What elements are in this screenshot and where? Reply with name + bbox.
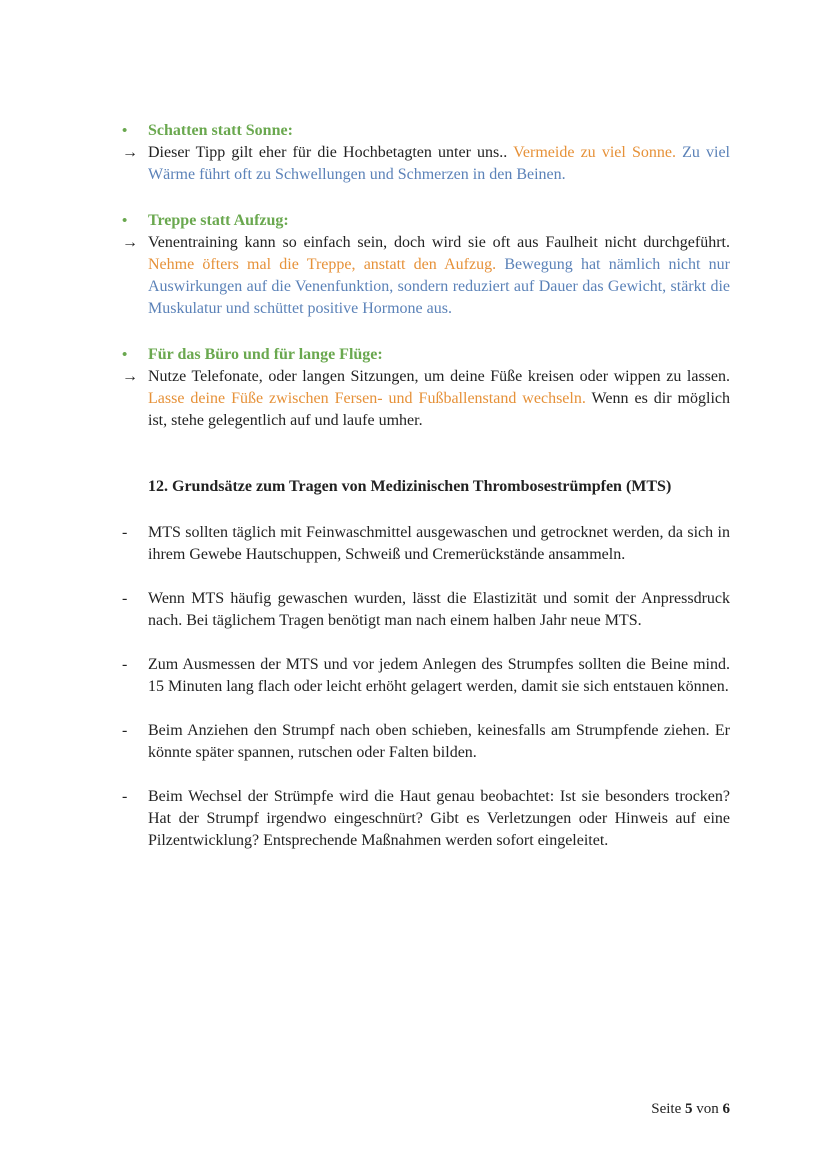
tip-text-explanation: Bewegung hat nämlich nicht nur Auswirkungen auf die Venenfunktion, sondern reduziert auf Dauer das Gewicht, stärkt die Muskulatur und schüttet positive Hormone aus.: [148, 256, 731, 317]
arrow-icon: →: [122, 144, 138, 161]
list-item: [122, 720, 730, 764]
tip-heading: Schatten statt Sonne:: [148, 122, 293, 139]
bullet-icon: •: [122, 347, 128, 363]
section-heading: [148, 476, 730, 498]
list-item-text: Beim Wechsel der Strümpfe wird die Haut genau beobachtet: Ist sie besonders trocken? Hat der Strumpf irgendwo eingeschnürt? Gibt es Verletzungen oder Hinweis auf eine Pilzentwicklung? Entsprechende Maßnahmen werden sofort eingeleitet.: [148, 788, 730, 849]
tip-text-normal: Venentraining kann so einfach sein, doch wird sie oft aus Faulheit nicht durchgeführt.: [148, 234, 730, 251]
tip-section-shade: [122, 120, 730, 186]
tip-paragraph: [122, 142, 730, 186]
arrow-icon: →: [122, 234, 138, 251]
tip-heading-row: [122, 210, 730, 232]
dash-icon: -: [122, 722, 128, 739]
page-number-prefix: Seite: [651, 1101, 682, 1117]
list-item: [122, 786, 730, 852]
tip-heading-row: [122, 344, 730, 366]
dash-icon: -: [122, 656, 128, 673]
tip-text: [148, 366, 730, 432]
tip-text-explanation: Zu viel Wärme führt oft zu Schwellungen und Schmerzen in den Beinen.: [148, 144, 730, 183]
section-title: Grundsätze zum Tragen von Medizinischen Thrombosestrümpfen (MTS): [172, 478, 672, 495]
bullet-icon: •: [122, 123, 128, 139]
page-number-mid: von: [696, 1101, 719, 1117]
tip-heading: Für das Büro und für lange Flüge:: [148, 346, 383, 363]
list-item: [122, 654, 730, 698]
list-item-text: Zum Ausmessen der MTS und vor jedem Anlegen des Strumpfes sollten die Beine mind. 15 Minuten lang flach oder leicht erhöht gelagert werden, damit sie sich entstauen können.: [148, 656, 730, 695]
list-item: [122, 522, 730, 566]
tip-text: [148, 142, 730, 186]
tip-text-normal: Dieser Tipp gilt eher für die Hochbetagten unter uns..: [148, 144, 514, 161]
arrow-icon: →: [122, 368, 138, 385]
tip-paragraph: [122, 232, 730, 320]
page-number: [651, 1101, 730, 1118]
tip-section-stairs: [122, 210, 730, 320]
tip-paragraph: [122, 366, 730, 432]
dash-icon: -: [122, 788, 128, 805]
tip-text-normal: Nutze Telefonate, oder langen Sitzungen, um deine Füße kreisen oder wippen zu lassen.: [148, 368, 730, 385]
dash-icon: -: [122, 590, 128, 607]
tip-text-highlight: Nehme öfters mal die Treppe, anstatt den Aufzug.: [148, 256, 505, 273]
bullet-icon: •: [122, 213, 128, 229]
tip-heading: Treppe statt Aufzug:: [148, 212, 289, 229]
tip-text-highlight: Lasse deine Füße zwischen Fersen- und Fußballenstand wechseln.: [148, 390, 592, 407]
dash-icon: -: [122, 524, 128, 541]
list-item-text: Beim Anziehen den Strumpf nach oben schieben, keinesfalls am Strumpfende ziehen. Er könnte später spannen, rutschen oder Falten bilden.: [148, 722, 730, 761]
section-number: 12.: [148, 478, 168, 495]
tip-text-normal: Wenn es dir möglich ist, stehe gelegentlich auf und laufe umher.: [148, 390, 730, 429]
tip-heading-row: [122, 120, 730, 142]
page-content: [122, 120, 730, 874]
list-item-text: MTS sollten täglich mit Feinwaschmittel ausgewaschen und getrocknet werden, da sich in ihrem Gewebe Hautschuppen, Schweiß und Cremerückstände ansammeln.: [148, 524, 730, 563]
list-item-text: Wenn MTS häufig gewaschen wurden, lässt die Elastizität und somit der Anpressdruck nach. Bei täglichem Tragen benötigt man nach einem halben Jahr neue MTS.: [148, 590, 730, 629]
page-number-total: 6: [722, 1101, 730, 1117]
list-item: [122, 588, 730, 632]
page-number-current: 5: [685, 1101, 693, 1117]
tip-text-highlight: Vermeide zu viel Sonne.: [513, 144, 683, 161]
tip-section-office: [122, 344, 730, 432]
tip-text: [148, 232, 730, 320]
